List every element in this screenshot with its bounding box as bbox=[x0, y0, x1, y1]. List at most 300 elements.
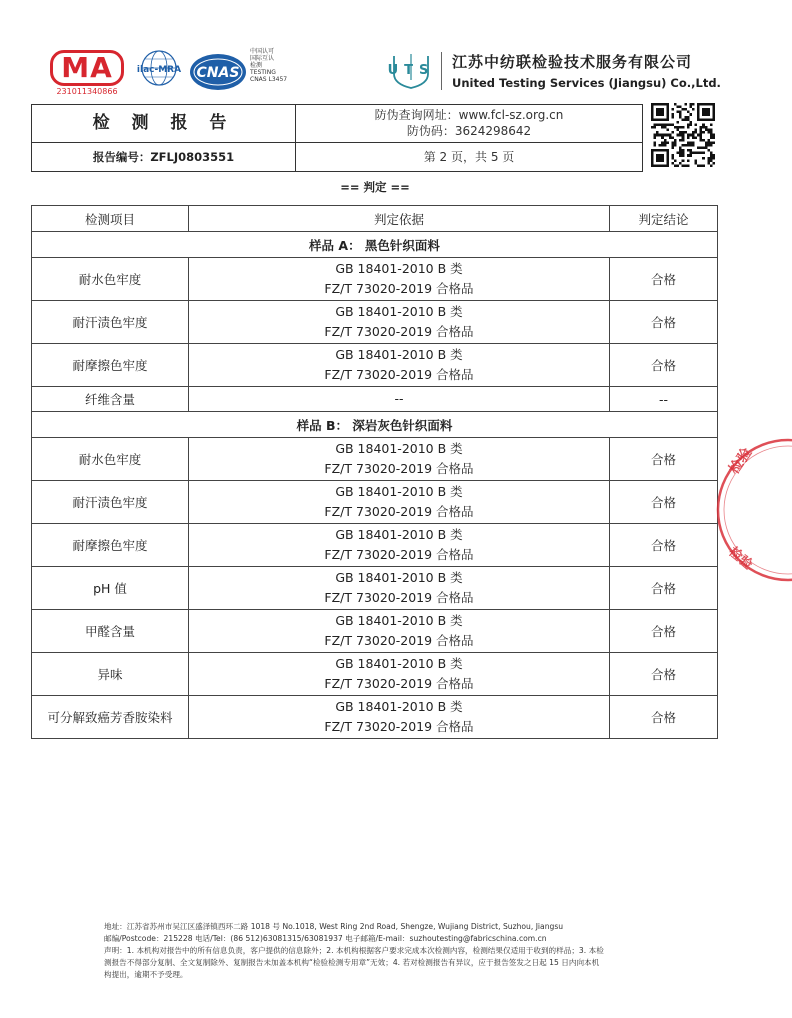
qr-module bbox=[671, 157, 674, 160]
qr-module bbox=[687, 136, 690, 139]
table-row bbox=[32, 567, 718, 610]
footer-statement: 构提出，逾期不予受理。 bbox=[104, 970, 188, 979]
qr-module bbox=[654, 144, 657, 147]
qr-module bbox=[666, 123, 669, 126]
basis-line: GB 18401-2010 B 类 bbox=[335, 304, 463, 319]
test-item: 纤维含量 bbox=[32, 387, 189, 412]
qr-module bbox=[689, 134, 692, 137]
qr-module bbox=[687, 154, 690, 157]
section-title: == 判定 == bbox=[340, 180, 410, 194]
footer bbox=[104, 921, 654, 981]
stamp-text-lower: 检验 bbox=[725, 544, 755, 573]
qr-module bbox=[684, 116, 687, 119]
page-info: 第 2 页，共 5 页 bbox=[423, 150, 515, 164]
qr-module bbox=[684, 131, 687, 134]
qr-module bbox=[700, 131, 703, 134]
table-row bbox=[32, 301, 718, 344]
table-row bbox=[32, 524, 718, 567]
test-result: 合格 bbox=[610, 344, 718, 387]
qr-module bbox=[689, 154, 692, 157]
qr-module bbox=[695, 123, 698, 126]
basis-line: FZ/T 73020-2019 合格品 bbox=[324, 281, 474, 296]
table-row bbox=[32, 610, 718, 653]
qr-module bbox=[677, 121, 680, 124]
qr-module bbox=[689, 144, 692, 147]
test-basis bbox=[189, 653, 610, 696]
qr-module bbox=[682, 126, 685, 129]
qr-module bbox=[702, 152, 705, 155]
qr-module bbox=[666, 141, 669, 144]
sample-group-row bbox=[32, 412, 718, 438]
uts-logo-text: UTS bbox=[387, 63, 435, 78]
qr-module bbox=[692, 108, 695, 111]
qr-module bbox=[677, 164, 680, 167]
qr-module bbox=[682, 152, 685, 155]
qr-module bbox=[712, 141, 715, 144]
qr-module bbox=[712, 154, 715, 157]
basis-line: FZ/T 73020-2019 合格品 bbox=[324, 324, 474, 339]
qr-module bbox=[677, 111, 680, 114]
basis-line: FZ/T 73020-2019 合格品 bbox=[324, 590, 474, 605]
column-header: 检测项目 bbox=[32, 206, 189, 232]
qr-module bbox=[661, 126, 664, 129]
test-result: 合格 bbox=[610, 438, 718, 481]
test-item: 耐摩擦色牢度 bbox=[32, 524, 189, 567]
qr-module bbox=[689, 152, 692, 155]
qr-module bbox=[710, 136, 713, 139]
qr-module bbox=[656, 108, 664, 116]
qr-module bbox=[702, 123, 705, 126]
test-item: pH 值 bbox=[32, 567, 189, 610]
ilac-mra-logo bbox=[135, 48, 183, 94]
qr-module bbox=[705, 129, 708, 132]
qr-module bbox=[689, 123, 692, 126]
qr-module bbox=[692, 144, 695, 147]
cnas-caption-line: 中国认可 bbox=[250, 48, 275, 55]
test-basis bbox=[189, 567, 610, 610]
qr-module bbox=[679, 111, 682, 114]
qr-module bbox=[679, 113, 682, 116]
qr-module bbox=[697, 147, 700, 150]
qr-module bbox=[712, 134, 715, 137]
test-item: 耐摩擦色牢度 bbox=[32, 344, 189, 387]
qr-module bbox=[671, 162, 674, 165]
cnas-caption-line: TESTING bbox=[250, 69, 276, 76]
test-basis bbox=[189, 258, 610, 301]
qr-module bbox=[671, 147, 674, 150]
qr-module bbox=[687, 126, 690, 129]
qr-module bbox=[689, 113, 692, 116]
footer-contact: 邮编/Postcode：215228 电话/Tel：(86 512)63081315/63081937 电子邮箱/E-mail：suzhoutesting@fabricschina.com.cn bbox=[104, 934, 547, 943]
qr-module bbox=[682, 118, 685, 121]
qr-module bbox=[682, 108, 685, 111]
qr-module bbox=[654, 141, 657, 144]
qr-module bbox=[679, 131, 682, 134]
qr-module bbox=[684, 103, 687, 106]
qr-module bbox=[679, 139, 682, 142]
test-basis bbox=[189, 344, 610, 387]
qr-module bbox=[654, 123, 657, 126]
header-divider bbox=[295, 105, 296, 171]
header-row-top bbox=[32, 105, 642, 143]
qr-module bbox=[674, 144, 677, 147]
test-item: 可分解致癌芳香胺染料 bbox=[32, 696, 189, 739]
qr-module bbox=[677, 106, 680, 109]
qr-module bbox=[671, 141, 674, 144]
qr-module bbox=[656, 154, 664, 162]
qr-module bbox=[682, 136, 685, 139]
sample-group-row bbox=[32, 232, 718, 258]
qr-module bbox=[684, 108, 687, 111]
qr-module bbox=[661, 136, 664, 139]
qr-module bbox=[702, 164, 705, 167]
qr-module bbox=[682, 164, 685, 167]
qr-module bbox=[674, 141, 677, 144]
qr-module bbox=[674, 159, 677, 162]
qr-module bbox=[700, 139, 703, 142]
qr-module bbox=[687, 149, 690, 152]
qr-module bbox=[664, 139, 667, 142]
company-name-en: United Testing Services (Jiangsu) Co.,Ltd. bbox=[452, 76, 721, 90]
qr-module bbox=[682, 131, 685, 134]
basis-line: FZ/T 73020-2019 合格品 bbox=[324, 461, 474, 476]
qr-module bbox=[710, 159, 713, 162]
qr-module bbox=[712, 136, 715, 139]
qr-module bbox=[702, 126, 705, 129]
table-row bbox=[32, 438, 718, 481]
basis-line: FZ/T 73020-2019 合格品 bbox=[324, 547, 474, 562]
qr-module bbox=[674, 103, 677, 106]
qr-module bbox=[677, 126, 680, 129]
qr-module bbox=[682, 159, 685, 162]
basis-line: FZ/T 73020-2019 合格品 bbox=[324, 367, 474, 382]
qr-module bbox=[671, 113, 674, 116]
logo-divider bbox=[441, 52, 442, 90]
qr-module bbox=[654, 136, 657, 139]
qr-module bbox=[669, 136, 672, 139]
test-result: 合格 bbox=[610, 301, 718, 344]
table-row bbox=[32, 696, 718, 739]
qr-module bbox=[710, 129, 713, 132]
qr-module bbox=[695, 129, 698, 132]
qr-module bbox=[671, 144, 674, 147]
qr-module bbox=[700, 126, 703, 129]
basis-line: FZ/T 73020-2019 合格品 bbox=[324, 676, 474, 691]
footer-statement: 声明：1. 本机构对报告中的所有信息负责，客户提供的信息除外；2. 本机构根据客户要求完成本次检测内容，检测结果仅适用于收到的样品；3. 本检 bbox=[104, 946, 604, 955]
qr-module bbox=[687, 134, 690, 137]
qr-module bbox=[674, 126, 677, 129]
column-header: 判定结论 bbox=[610, 206, 718, 232]
cnas-caption-line: 检测 bbox=[250, 62, 263, 69]
test-result: 合格 bbox=[610, 610, 718, 653]
qr-module bbox=[661, 134, 664, 137]
qr-module bbox=[705, 126, 708, 129]
cma-logo bbox=[50, 50, 130, 94]
test-basis bbox=[189, 387, 610, 412]
qr-module bbox=[702, 139, 705, 142]
test-item: 耐汗渍色牢度 bbox=[32, 481, 189, 524]
sample-label: 样品 B： 深岩灰色针织面料 bbox=[32, 412, 718, 438]
footer-statement: 测报告不得部分复制、全文复制除外、复制报告未加盖本机构“检验检测专用章”无效；4. 若对检测报告有异议，应于报告签发之日起 15 日内向本机 bbox=[104, 958, 600, 967]
test-item: 耐汗渍色牢度 bbox=[32, 301, 189, 344]
qr-module bbox=[692, 141, 695, 144]
test-item: 甲醛含量 bbox=[32, 610, 189, 653]
verification-info bbox=[296, 107, 642, 139]
qr-module bbox=[702, 108, 710, 116]
test-basis bbox=[189, 524, 610, 567]
qr-module bbox=[656, 131, 659, 134]
qr-module bbox=[695, 136, 698, 139]
inspection-stamp bbox=[712, 435, 792, 585]
qr-module bbox=[707, 139, 710, 142]
table-row bbox=[32, 344, 718, 387]
qr-module bbox=[679, 106, 682, 109]
cnas-text: CNAS bbox=[196, 65, 240, 81]
qr-module bbox=[666, 129, 669, 132]
qr-module bbox=[661, 141, 664, 144]
qr-module bbox=[664, 134, 667, 137]
qr-module bbox=[674, 164, 677, 167]
qr-module bbox=[702, 147, 705, 150]
footer-address: 地址：江苏省苏州市吴江区盛泽镇西环二路 1018 号 No.1018, West Ring 2nd Road, Shengze, Wujiang District, Suzhou, Jiangsu bbox=[104, 922, 564, 931]
cnas-caption bbox=[250, 48, 306, 83]
qr-module bbox=[702, 157, 705, 160]
qr-module bbox=[687, 116, 690, 119]
qr-module bbox=[659, 144, 662, 147]
basis-line: GB 18401-2010 B 类 bbox=[335, 613, 463, 628]
basis-line: GB 18401-2010 B 类 bbox=[335, 527, 463, 542]
qr-module bbox=[679, 154, 682, 157]
qr-module bbox=[695, 152, 698, 155]
test-basis bbox=[189, 696, 610, 739]
qr-module bbox=[654, 126, 657, 129]
qr-module bbox=[710, 141, 713, 144]
qr-module bbox=[664, 141, 667, 144]
qr-module bbox=[687, 144, 690, 147]
qr-module bbox=[689, 121, 692, 124]
qr-module bbox=[671, 108, 674, 111]
qr-module bbox=[671, 123, 674, 126]
qr-module bbox=[710, 157, 713, 160]
qr-module bbox=[664, 126, 667, 129]
qr-module bbox=[684, 118, 687, 121]
basis-line: FZ/T 73020-2019 合格品 bbox=[324, 633, 474, 648]
qr-module bbox=[677, 129, 680, 132]
qr-module bbox=[661, 144, 664, 147]
cnas-caption-line: CNAS L3457 bbox=[250, 76, 288, 83]
basis-line: FZ/T 73020-2019 合格品 bbox=[324, 504, 474, 519]
cnas-logo bbox=[188, 50, 248, 94]
qr-module bbox=[687, 118, 690, 121]
qr-module bbox=[669, 123, 672, 126]
qr-module bbox=[684, 164, 687, 167]
test-result: -- bbox=[610, 387, 718, 412]
qr-module bbox=[707, 131, 710, 134]
qr-module bbox=[697, 164, 700, 167]
basis-line: GB 18401-2010 B 类 bbox=[335, 699, 463, 714]
qr-module bbox=[682, 154, 685, 157]
qr-module bbox=[689, 103, 692, 106]
qr-module bbox=[710, 134, 713, 137]
qr-module bbox=[669, 134, 672, 137]
table-row bbox=[32, 258, 718, 301]
report-number: 报告编号：ZFLJ0803551 bbox=[92, 150, 235, 164]
qr-module bbox=[687, 159, 690, 162]
qr-module bbox=[695, 131, 698, 134]
cma-logo-text: MA bbox=[50, 50, 124, 86]
test-result: 合格 bbox=[610, 524, 718, 567]
qr-module bbox=[705, 144, 708, 147]
qr-module bbox=[710, 152, 713, 155]
qr-module bbox=[710, 164, 713, 167]
qr-module bbox=[659, 134, 662, 137]
qr-module bbox=[705, 147, 708, 150]
column-header: 判定依据 bbox=[189, 206, 610, 232]
qr-module bbox=[677, 134, 680, 137]
test-result: 合格 bbox=[610, 258, 718, 301]
qr-module bbox=[695, 159, 698, 162]
qr-module bbox=[710, 131, 713, 134]
qr-module bbox=[679, 149, 682, 152]
qr-module bbox=[707, 159, 710, 162]
table-row bbox=[32, 481, 718, 524]
qr-module bbox=[707, 144, 710, 147]
qr-module bbox=[700, 147, 703, 150]
qr-module bbox=[702, 131, 705, 134]
qr-module bbox=[689, 149, 692, 152]
qr-module bbox=[671, 116, 674, 119]
qr-module bbox=[687, 141, 690, 144]
qr-module bbox=[710, 144, 713, 147]
qr-module bbox=[677, 152, 680, 155]
qr-module bbox=[682, 139, 685, 142]
qr-module bbox=[674, 139, 677, 142]
sample-label: 样品 A： 黑色针织面料 bbox=[32, 232, 718, 258]
qr-module bbox=[651, 126, 654, 129]
verify-url: 防伪查询网址：www.fcl-sz.org.cn bbox=[374, 108, 564, 122]
basis-line: GB 18401-2010 B 类 bbox=[335, 570, 463, 585]
qr-module bbox=[664, 123, 667, 126]
qr-module bbox=[661, 123, 664, 126]
qr-module bbox=[707, 141, 710, 144]
qr-module bbox=[656, 134, 659, 137]
qr-module bbox=[707, 162, 710, 165]
qr-module bbox=[700, 136, 703, 139]
qr-module bbox=[695, 162, 698, 165]
test-basis bbox=[189, 481, 610, 524]
test-result: 合格 bbox=[610, 653, 718, 696]
qr-module bbox=[671, 154, 674, 157]
test-basis bbox=[189, 438, 610, 481]
test-basis bbox=[189, 301, 610, 344]
qr-module bbox=[689, 141, 692, 144]
basis-line: GB 18401-2010 B 类 bbox=[335, 261, 463, 276]
results-table bbox=[31, 205, 718, 739]
qr-module bbox=[687, 111, 690, 114]
stamp-text: 检验 bbox=[726, 445, 756, 478]
qr-module bbox=[700, 152, 703, 155]
qr-module bbox=[679, 162, 682, 165]
qr-module bbox=[710, 154, 713, 157]
qr-module bbox=[707, 129, 710, 132]
table-body bbox=[32, 232, 718, 739]
qr-module bbox=[692, 136, 695, 139]
qr-module bbox=[707, 149, 710, 152]
company-name-cn: 江苏中纺联检验技术服务有限公司 bbox=[452, 53, 693, 71]
basis-line: GB 18401-2010 B 类 bbox=[335, 656, 463, 671]
test-basis bbox=[189, 610, 610, 653]
qr-module bbox=[671, 131, 674, 134]
uts-logo bbox=[388, 50, 434, 90]
qr-module bbox=[656, 123, 659, 126]
verify-code: 防伪码：3624298642 bbox=[406, 124, 532, 138]
qr-module bbox=[692, 131, 695, 134]
test-result: 合格 bbox=[610, 696, 718, 739]
ilac-text: ilac-MRA bbox=[136, 65, 182, 75]
qr-module bbox=[707, 157, 710, 160]
test-item: 异味 bbox=[32, 653, 189, 696]
qr-module bbox=[671, 136, 674, 139]
cnas-caption-line: 国际互认 bbox=[250, 55, 275, 62]
qr-module bbox=[712, 162, 715, 165]
test-item: 耐水色牢度 bbox=[32, 258, 189, 301]
qr-module bbox=[664, 144, 667, 147]
qr-module bbox=[692, 134, 695, 137]
qr-module bbox=[682, 144, 685, 147]
basis-line: GB 18401-2010 B 类 bbox=[335, 441, 463, 456]
table-row bbox=[32, 387, 718, 412]
test-result: 合格 bbox=[610, 567, 718, 610]
qr-module bbox=[687, 123, 690, 126]
qr-module bbox=[682, 149, 685, 152]
qr-module bbox=[712, 157, 715, 160]
qr-module bbox=[654, 134, 657, 137]
qr-module bbox=[659, 123, 662, 126]
qr-module bbox=[679, 116, 682, 119]
table-header-row bbox=[32, 206, 718, 232]
qr-module bbox=[692, 103, 695, 106]
qr-module bbox=[684, 144, 687, 147]
table-row bbox=[32, 653, 718, 696]
qr-module bbox=[679, 147, 682, 150]
qr-module bbox=[679, 152, 682, 155]
qr-module bbox=[700, 129, 703, 132]
qr-module bbox=[679, 126, 682, 129]
test-item: 耐水色牢度 bbox=[32, 438, 189, 481]
basis-line: -- bbox=[394, 391, 404, 406]
report-title: 检 测 报 告 bbox=[92, 113, 235, 133]
cma-number: 231011340866 bbox=[56, 87, 118, 96]
qr-module bbox=[666, 134, 669, 137]
basis-line: GB 18401-2010 B 类 bbox=[335, 484, 463, 499]
qr-module bbox=[700, 164, 703, 167]
report-header bbox=[31, 104, 643, 172]
qr-module bbox=[692, 152, 695, 155]
header-row-bottom bbox=[32, 143, 642, 171]
qr-module bbox=[710, 123, 713, 126]
qr-module bbox=[679, 134, 682, 137]
qr-module bbox=[700, 134, 703, 137]
qr-code bbox=[651, 103, 715, 167]
qr-module bbox=[689, 106, 692, 109]
basis-line: GB 18401-2010 B 类 bbox=[335, 347, 463, 362]
test-result: 合格 bbox=[610, 481, 718, 524]
qr-module bbox=[705, 141, 708, 144]
qr-module bbox=[697, 134, 700, 137]
qr-module bbox=[682, 134, 685, 137]
basis-line: FZ/T 73020-2019 合格品 bbox=[324, 719, 474, 734]
qr-module bbox=[697, 152, 700, 155]
